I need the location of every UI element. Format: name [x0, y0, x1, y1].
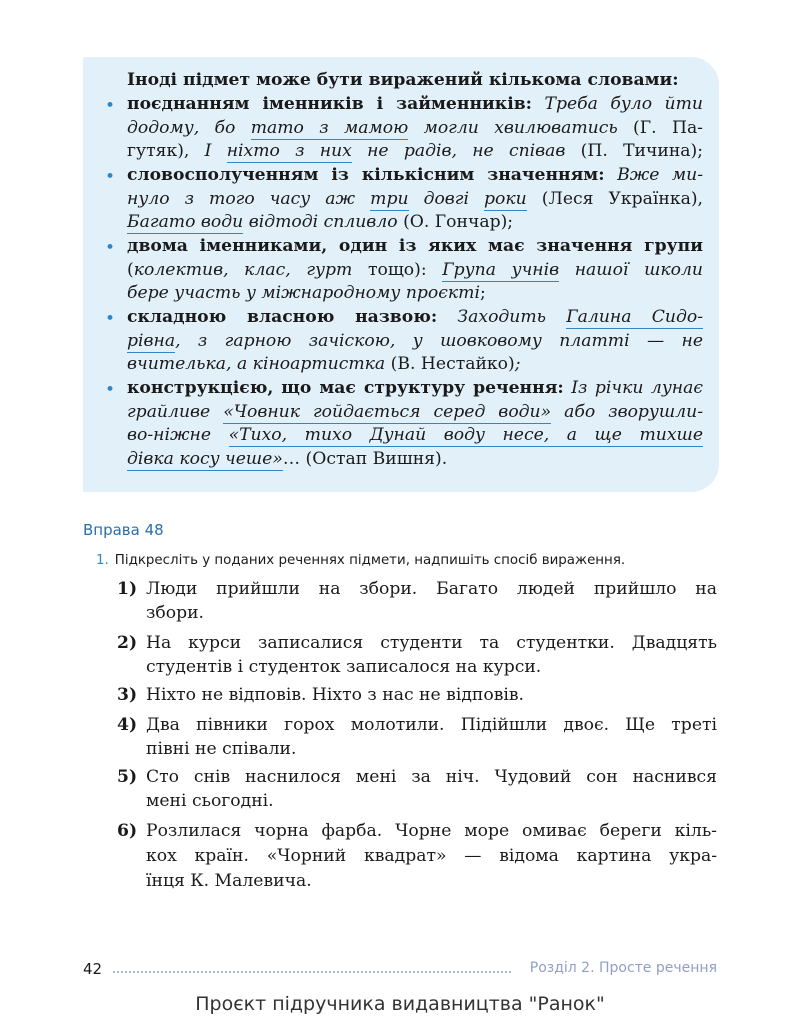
underlined-subject: дівка косу чеше» — [127, 448, 283, 469]
underlined-subject: Група учнів — [442, 259, 560, 280]
bullet-icon: • — [105, 309, 116, 329]
rule-heading — [127, 69, 703, 93]
exercise-item-line: студентів і студенток записалося на курси. — [146, 656, 542, 677]
rule-item-4-line-3 — [127, 353, 703, 377]
exercise-item-number: 5) — [117, 767, 138, 787]
text-fragment: ; — [514, 354, 521, 374]
rule-item-5-line-4 — [127, 448, 703, 472]
text-fragment: тощо): — [367, 259, 427, 280]
text-fragment: додому, бо — [127, 117, 236, 138]
rule-item-3-line-3 — [127, 282, 703, 306]
underlined-subject: «Тихо, тихо Дунай воду несе, а ще тихше — [228, 425, 703, 445]
text-fragment: відтоді спливло — [248, 212, 398, 232]
text-fragment: могли хвилюватись — [423, 117, 618, 138]
rule-item-5-line-2 — [127, 401, 703, 425]
text-fragment: (О. Гончар); — [403, 212, 514, 232]
underlined-subject: роки — [484, 188, 527, 209]
rule-item-2-line-2 — [127, 188, 703, 212]
rule-item-5-line-3 — [127, 424, 703, 448]
text-fragment: Із річки лунає — [571, 378, 703, 398]
text-fragment: грайливе — [127, 401, 211, 422]
exercise-item-number: 2) — [117, 633, 138, 653]
exercise-item-line: мені сьогодні. — [146, 790, 274, 811]
rule-item-2-lead: словосполученням із кількісним значенням: — [127, 165, 605, 185]
rule-item-1-line-1 — [127, 93, 703, 117]
text-fragment: ( — [127, 259, 134, 280]
text-fragment: во-ніжне — [127, 425, 212, 445]
underlined-subject: тато з мамою — [250, 117, 409, 138]
underlined-subject: Галина Сидо- — [566, 307, 704, 327]
page-number: 42 — [83, 960, 103, 978]
exercise-item-number: 4) — [117, 715, 138, 735]
bullet-icon: • — [105, 238, 116, 258]
exercise-item-line: Люди прийшли на збори. Багато людей прийшло на — [146, 579, 717, 599]
rule-heading-text: Іноді підмет може бути виражений кількома словами: — [127, 70, 679, 90]
task-number: 1. — [96, 553, 109, 568]
rule-item-2-line-1 — [127, 164, 703, 188]
rule-item-3-line-2 — [127, 259, 703, 283]
text-fragment: нуло з того часу аж — [127, 188, 356, 209]
text-fragment: (Леся Українка), — [541, 188, 704, 209]
bullet-icon: • — [105, 167, 116, 187]
bullet-icon: • — [105, 380, 116, 400]
text-fragment: не радів, не співав — [367, 141, 566, 161]
rule-item-2-line-3 — [127, 211, 703, 235]
section-title: Розділ 2. Просте речення — [529, 960, 717, 976]
rule-item-4-line-2 — [127, 330, 703, 354]
rule-item-1-lead: поєднанням іменників і займенників: — [127, 94, 533, 114]
dotted-leader — [113, 971, 511, 973]
text-fragment: Вже ми- — [617, 165, 704, 185]
text-fragment: ; — [479, 283, 486, 303]
text-fragment: Заходить — [457, 307, 547, 327]
text-fragment: Треба було йти — [544, 94, 703, 114]
text-fragment: гутяк), — [127, 141, 190, 161]
text-fragment: нашої школи — [574, 259, 703, 280]
text-fragment: довгі — [423, 188, 469, 209]
text-fragment: бере участь у міжнародному проєкті — [127, 283, 480, 303]
rule-item-1-line-2 — [127, 117, 703, 141]
rule-item-5-lead: конструкцією, що має структуру речення: — [127, 378, 564, 398]
exercise-item-line: Сто снів наснилося мені за ніч. Чудовий сон наснився — [146, 767, 717, 787]
text-fragment: або зворушли- — [564, 401, 703, 422]
rule-item-4-lead: складною власною назвою: — [127, 307, 438, 327]
rule-item-3-lead: двома іменниками, один із яких має значення групи — [127, 236, 703, 256]
exercise-title: Вправа 48 — [83, 521, 164, 539]
underlined-subject: ніхто з них — [226, 141, 352, 161]
exercise-item-number: 6) — [117, 821, 138, 841]
exercise-item-line: півні не співали. — [146, 738, 297, 759]
task-text: Підкресліть у поданих реченнях підмети, надпишіть спосіб вираження. — [114, 553, 626, 568]
bullet-icon: • — [105, 96, 116, 116]
rule-item-4-line-1 — [127, 306, 703, 330]
rule-item-3-line-1 — [127, 235, 703, 259]
text-fragment: , з гарною зачіскою, у шовковому платті — не — [175, 330, 703, 351]
exercise-item-line: Розлилася чорна фарба. Чорне море омиває береги кіль- — [146, 821, 717, 841]
text-fragment: вчителька, а кіноартистка — [127, 354, 386, 374]
text-fragment: (Г. Па- — [633, 117, 703, 138]
underlined-subject: «Човник гойдається серед води» — [223, 401, 552, 422]
rule-item-5-line-1 — [127, 377, 703, 401]
rule-item-1-line-3 — [127, 140, 703, 164]
exercise-item-line: кох країн. «Чорний квадрат» — відома картина укра- — [146, 846, 717, 866]
underlined-subject: рівна — [127, 330, 176, 351]
exercise-item-number: 1) — [117, 579, 138, 599]
exercise-item-line: Два півники горох молотили. Підійшли двоє. Ще треті — [146, 715, 717, 735]
underlined-subject: Багато води — [127, 212, 244, 232]
exercise-item-line: їнця К. Малевича. — [146, 871, 312, 891]
exercise-item-line: На курси записалися студенти та студентки. Двадцять — [146, 633, 717, 653]
rule-box — [83, 57, 719, 492]
exercise-item-line: збори. — [146, 602, 204, 623]
text-fragment: (П. Тичина); — [580, 141, 704, 161]
underlined-subject: три — [370, 188, 409, 209]
text-fragment: І — [204, 141, 212, 161]
exercise-item-number: 3) — [117, 685, 138, 705]
exercise-task — [96, 553, 625, 568]
text-fragment: колектив, клас, гурт — [133, 259, 353, 280]
exercise-item-line: Ніхто не відповів. Ніхто з нас не відповів. — [146, 685, 525, 705]
publisher-watermark: Проєкт підручника видавництва "Ранок" — [195, 993, 605, 1015]
text-fragment: (В. Нестайко) — [390, 354, 515, 374]
text-fragment: … (Остап Вишня). — [282, 448, 448, 469]
